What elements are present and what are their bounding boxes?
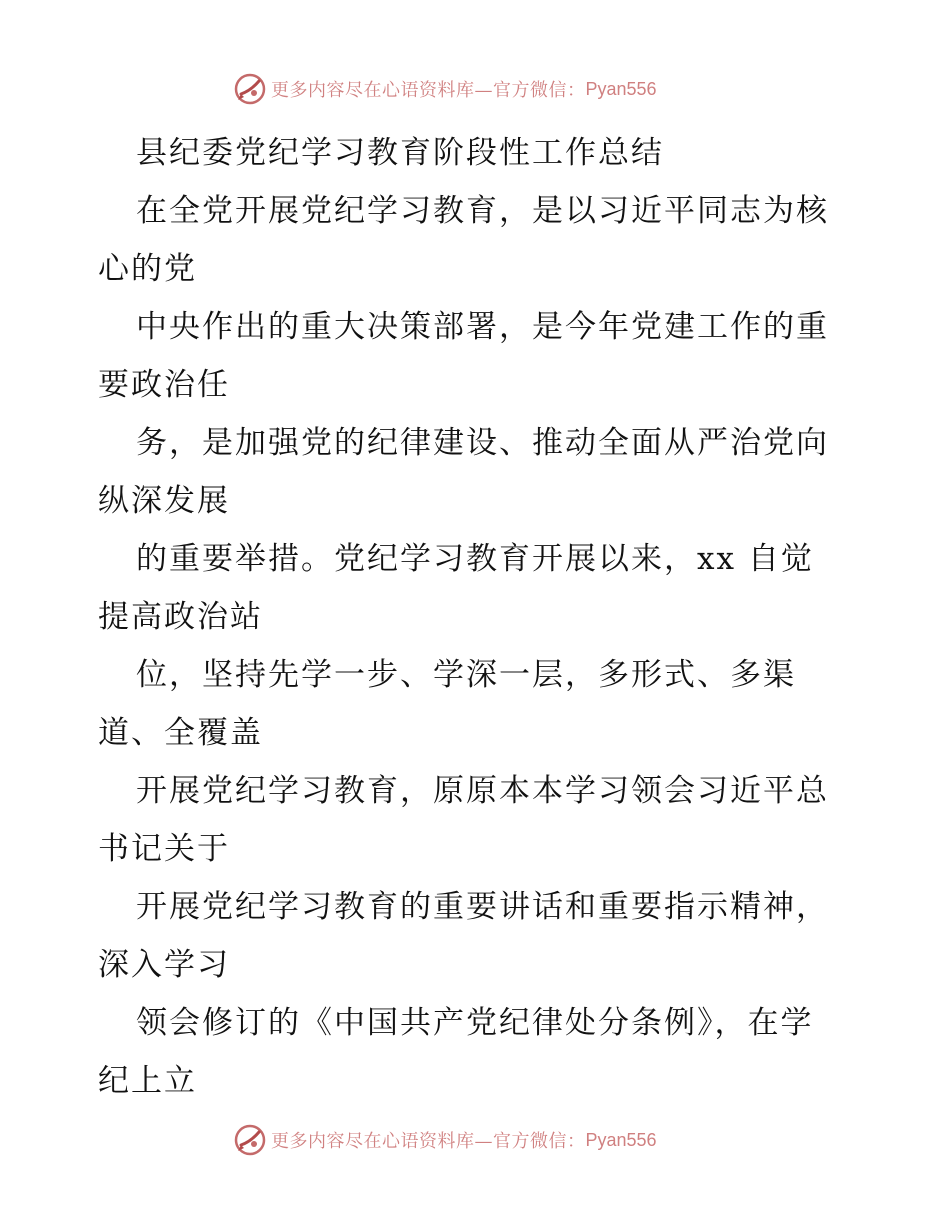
paragraph-line: 在全党开展党纪学习教育，是以习近平同志为核 xyxy=(136,193,829,229)
paragraph-line: 要政治任 xyxy=(98,367,230,403)
paragraph-line: 开展党纪学习教育，原原本本学习领会习近平总 xyxy=(136,773,829,809)
paragraph-line: 纵深发展 xyxy=(98,483,230,519)
paragraph-line: 领会修订的《中国共产党纪律处分条例》，在学 xyxy=(136,1005,814,1041)
document-body xyxy=(98,124,858,1110)
footer-watermark xyxy=(233,1123,657,1157)
paragraph-line: 深入学习 xyxy=(98,947,230,983)
paragraph-line: 务，是加强党的纪律建设、推动全面从严治党向 xyxy=(136,425,829,461)
paragraph-line: 中央作出的重大决策部署，是今年党建工作的重 xyxy=(136,309,829,345)
paragraph-line: 提高政治站 xyxy=(98,599,263,635)
pen-logo-icon xyxy=(233,1123,267,1157)
header-watermark xyxy=(233,72,657,106)
paragraph-line: 开展党纪学习教育的重要讲话和重要指示精神， xyxy=(136,889,829,925)
paragraph-line: 心的党 xyxy=(98,251,197,287)
watermark-id: Pyan556 xyxy=(585,1129,657,1150)
paragraph-line: 位，坚持先学一步、学深一层，多形式、多渠 xyxy=(136,657,796,693)
watermark-text: 更多内容尽在心语资料库—官方微信： xyxy=(271,1131,586,1152)
paragraph-line: 纪上立 xyxy=(98,1063,197,1099)
paragraph-line: 的重要举措。党纪学习教育开展以来，xx 自觉 xyxy=(136,541,814,577)
watermark-text: 更多内容尽在心语资料库—官方微信： xyxy=(271,80,586,101)
paragraph-line: 道、全覆盖 xyxy=(98,715,263,751)
pen-logo-icon xyxy=(233,72,267,106)
document-title: 县纪委党纪学习教育阶段性工作总结 xyxy=(136,135,664,171)
watermark-id: Pyan556 xyxy=(585,78,657,99)
paragraph-line: 书记关于 xyxy=(98,831,230,867)
